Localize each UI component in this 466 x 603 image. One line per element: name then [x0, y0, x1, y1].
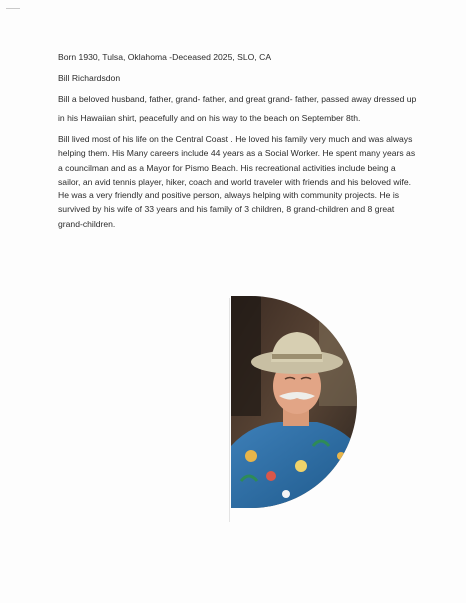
obituary-paragraph-1: Bill a beloved husband, father, grand- father, and great grand- father, passed away dressed up: [58, 94, 417, 104]
scan-mark: [6, 8, 20, 9]
obituary-paragraph-2: in his Hawaiian shirt, peacefully and on his way to the beach on September 8th.: [58, 113, 361, 123]
portrait-illustration: [231, 296, 357, 508]
portrait-photo: [231, 296, 357, 508]
born-deceased-line: Born 1930, Tulsa, Oklahoma -Deceased 2025, SLO, CA: [58, 52, 272, 62]
obituary-paragraph-4: He was a very friendly and positive person, always helping with community projects. He is survived by his wife of 33 years and his family of 3 children, 8 grand-children and 8 great grand-children.: [58, 190, 400, 229]
obituary-paragraph-3: Bill lived most of his life on the Central Coast . He loved his family very much and was always helping them. His Many careers include 44 years as a Social Worker. He spent many years as a councilman and as a Mayor for Pismo Beach. His recreational activities include being a sailor, an avid tennis player, hiker, coach and world traveler with friends and his beloved wife.: [58, 134, 416, 188]
scan-edge-line: [229, 298, 230, 522]
person-name: Bill Richardsdon: [58, 73, 121, 83]
